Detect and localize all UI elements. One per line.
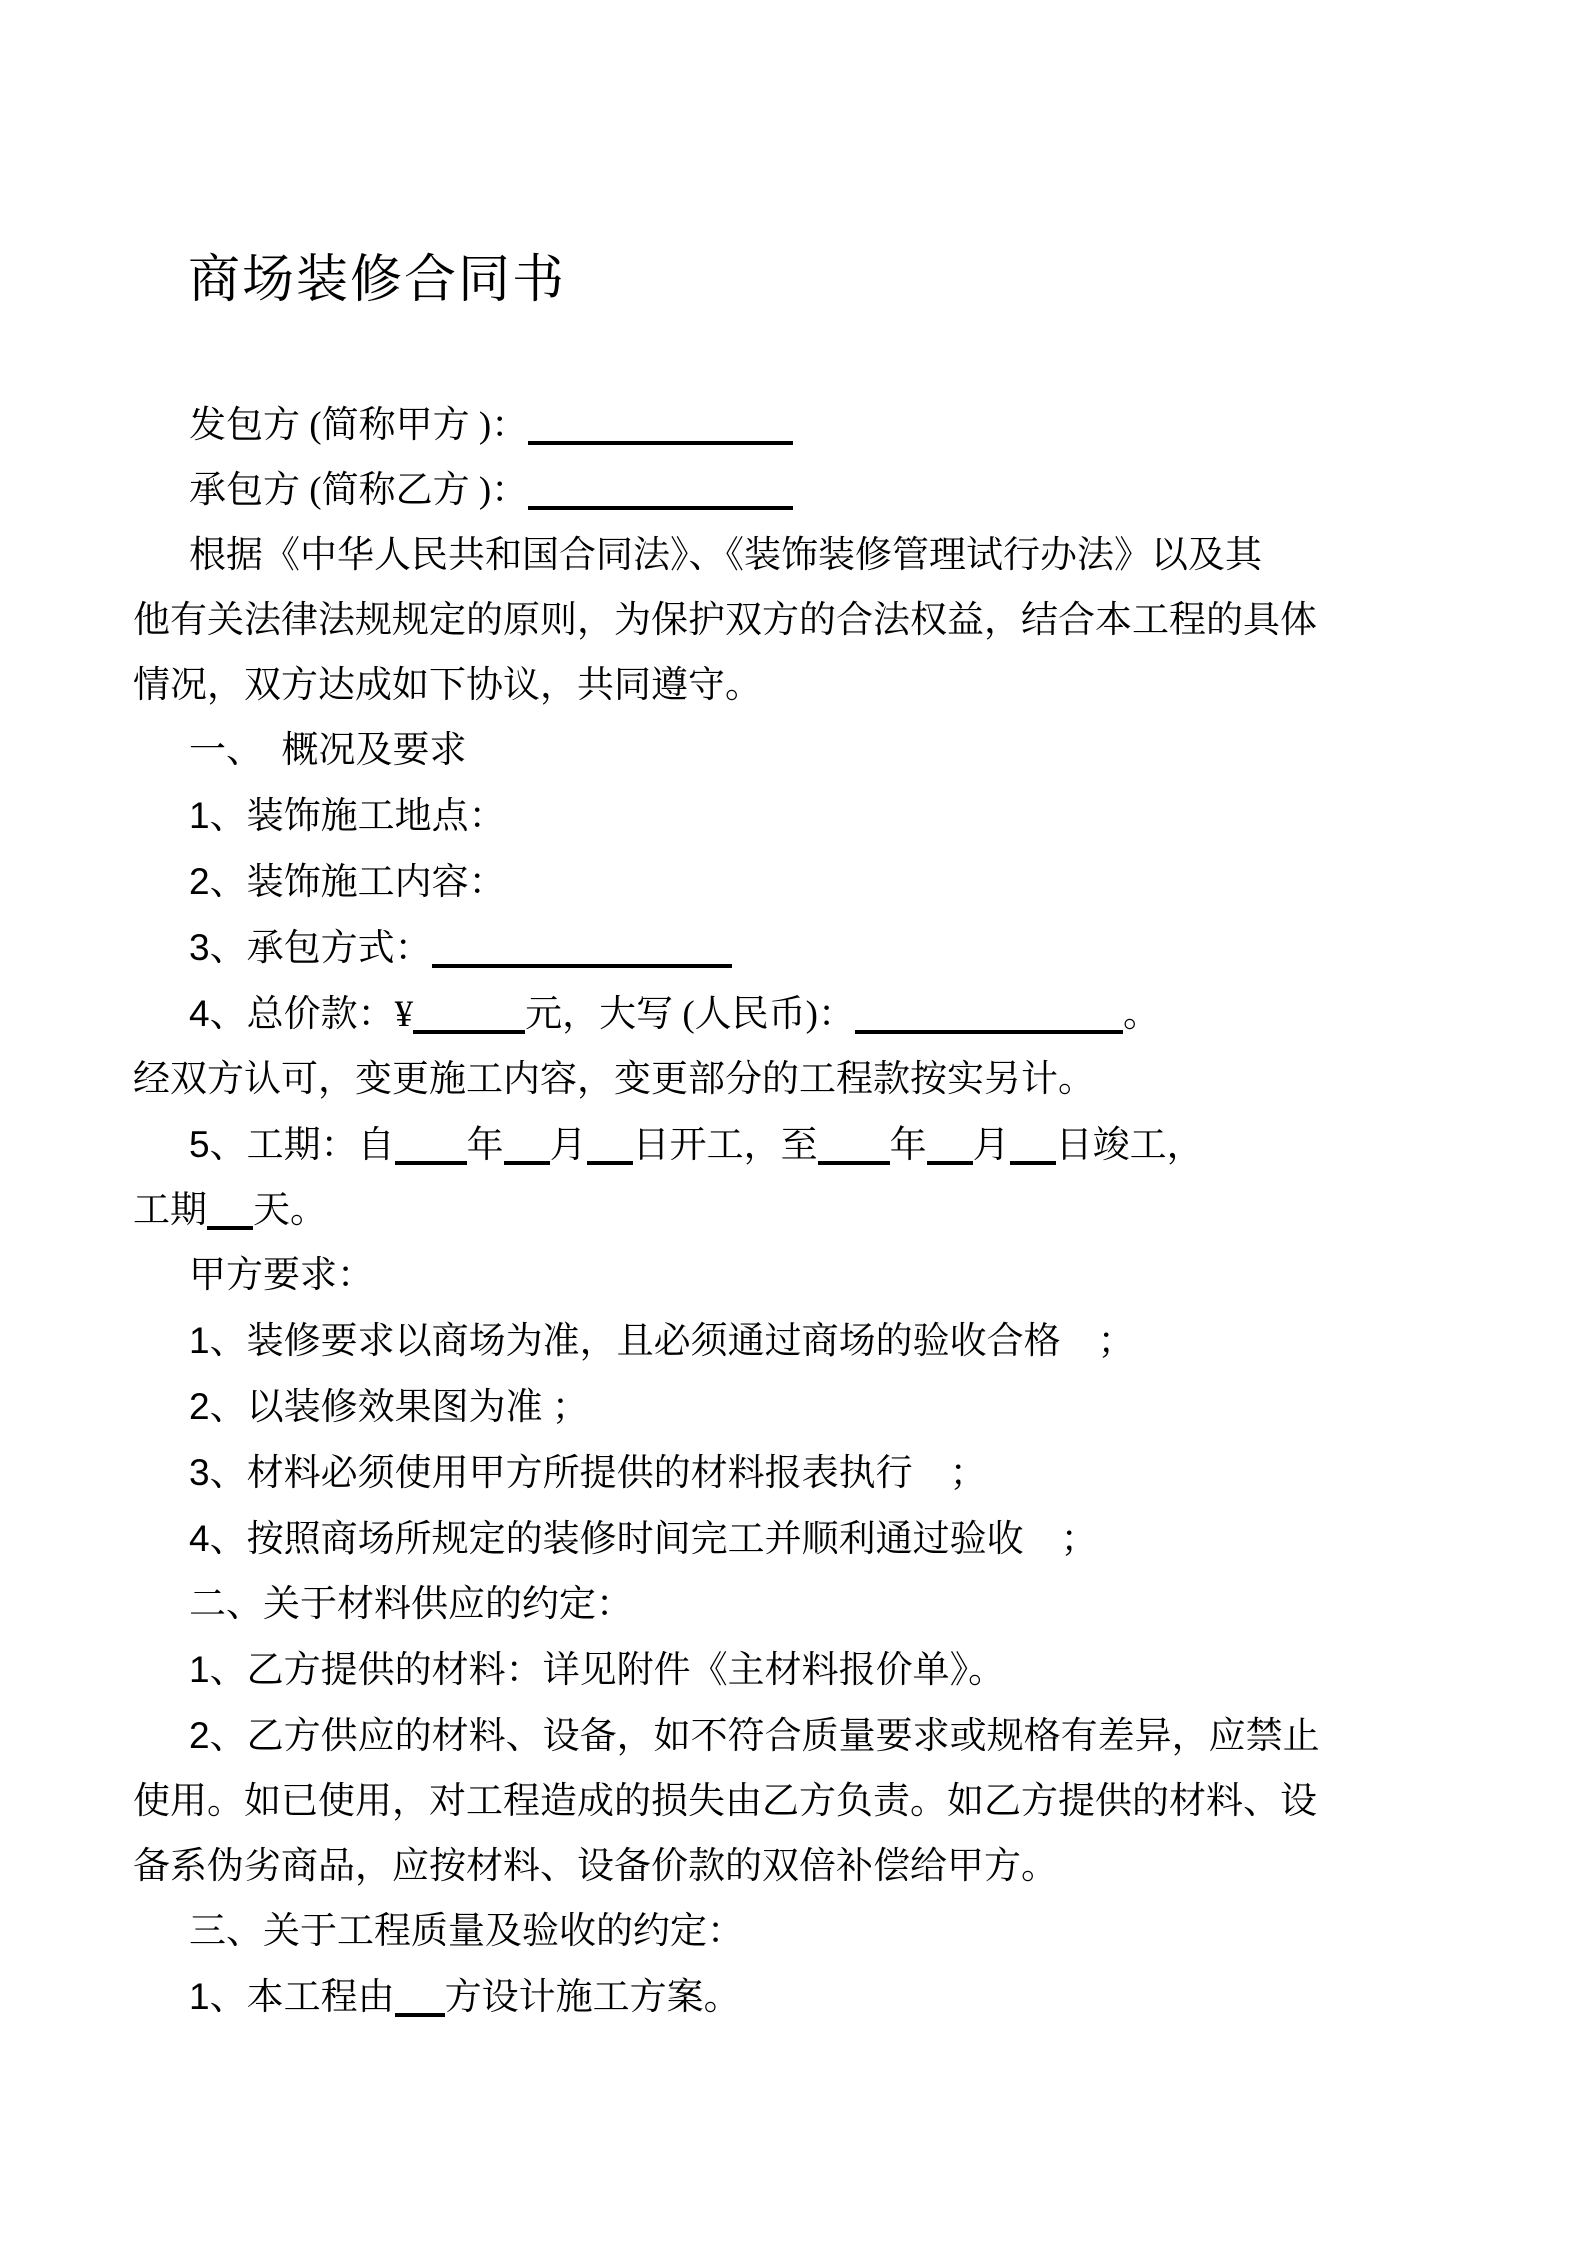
text-segment: 日竣工，	[1055, 1125, 1204, 1166]
list-number: 4	[189, 993, 210, 1034]
s2-item-2	[133, 1703, 1468, 1769]
s1-item-2	[133, 849, 1468, 915]
s1-item-3	[133, 915, 1468, 981]
text-segment: 、按照商场所规定的装修时间完工并顺利通过验收 ；	[209, 1519, 1098, 1560]
list-number: 1	[189, 1320, 210, 1361]
text-segment: 、材料必须使用甲方所提供的材料报表执行 ；	[209, 1453, 987, 1494]
text-segment: 月	[972, 1125, 1010, 1166]
text-segment: 二、关于材料供应的约定：	[189, 1584, 633, 1625]
section-3-heading	[133, 1899, 1468, 1964]
list-number: 5	[189, 1124, 210, 1165]
list-number: 2	[189, 1715, 210, 1756]
fill-in-blank[interactable]	[855, 1030, 1123, 1034]
text-segment: 元，大写 (人民币)：	[525, 994, 855, 1035]
list-number: 2	[189, 861, 210, 902]
s1-item-5	[133, 1112, 1468, 1178]
text-segment: 、工期：自	[209, 1125, 395, 1166]
text-segment: 日开工，至	[632, 1125, 818, 1166]
list-number: 4	[189, 1518, 210, 1559]
text-segment: 使用。如已使用，对工程造成的损失由乙方负责。如乙方提供的材料、设	[133, 1781, 1317, 1822]
list-number: 3	[189, 927, 210, 968]
s2-item-2-cont-2	[133, 1834, 1468, 1899]
fill-in-blank[interactable]	[1010, 1161, 1056, 1165]
text-segment: 、装饰施工地点：	[209, 796, 506, 837]
text-segment: 一、 概况及要求	[189, 730, 467, 771]
req-item-4	[133, 1506, 1468, 1572]
text-segment: 经双方认可，变更施工内容，变更部分的工程款按实另计。	[133, 1059, 1095, 1100]
fill-in-blank[interactable]	[395, 1161, 467, 1165]
list-number: 1	[189, 795, 210, 836]
fill-in-blank[interactable]	[504, 1161, 550, 1165]
s1-item-4	[133, 981, 1468, 1047]
text-segment: 工期	[133, 1190, 207, 1231]
section-1-heading	[133, 718, 1468, 783]
text-segment: 承包方 (简称乙方 )：	[189, 470, 529, 511]
text-segment: 情况，双方达成如下协议，共同遵守。	[133, 665, 762, 706]
preamble-line-1	[133, 523, 1468, 588]
party-a-requirements-heading	[133, 1243, 1468, 1308]
text-segment: 、本工程由	[209, 1977, 395, 2018]
fill-in-blank[interactable]	[818, 1161, 890, 1165]
party-b-line	[133, 458, 1468, 523]
text-segment: 月	[549, 1125, 587, 1166]
list-number: 1	[189, 1649, 210, 1690]
document-body	[133, 393, 1468, 2030]
text-segment: 根据《中华人民共和国合同法》、《装饰装修管理试行办法》以及其	[189, 535, 1262, 576]
section-2-heading	[133, 1572, 1468, 1637]
list-number: 1	[189, 1976, 210, 2017]
list-number: 2	[189, 1386, 210, 1427]
fill-in-blank[interactable]	[528, 441, 793, 445]
s1-item-4-cont	[133, 1047, 1468, 1112]
text-segment: 、承包方式：	[209, 928, 432, 969]
text-segment: 年	[889, 1125, 927, 1166]
list-number: 3	[189, 1452, 210, 1493]
fill-in-blank[interactable]	[413, 1030, 525, 1034]
text-segment: 天。	[253, 1190, 327, 1231]
fill-in-blank[interactable]	[432, 964, 732, 968]
text-segment: 、乙方提供的材料：详见附件《主材料报价单》。	[209, 1650, 1006, 1691]
text-segment: 。	[1122, 994, 1160, 1035]
party-a-line	[133, 393, 1468, 458]
text-segment: 、装修要求以商场为准，且必须通过商场的验收合格 ；	[209, 1321, 1135, 1362]
text-segment: 、乙方供应的材料、设备，如不符合质量要求或规格有差异，应禁止	[209, 1716, 1320, 1757]
fill-in-blank[interactable]	[587, 1161, 633, 1165]
fill-in-blank[interactable]	[927, 1161, 973, 1165]
text-segment: 发包方 (简称甲方 )：	[189, 405, 529, 446]
s1-item-1	[133, 783, 1468, 849]
fill-in-blank[interactable]	[207, 1226, 253, 1230]
s1-item-5-cont	[133, 1178, 1468, 1243]
fill-in-blank[interactable]	[395, 2013, 445, 2017]
text-segment: 、以装修效果图为准 ；	[209, 1387, 589, 1428]
text-segment: 三、关于工程质量及验收的约定：	[189, 1911, 744, 1952]
req-item-1	[133, 1308, 1468, 1374]
text-segment: 方设计施工方案。	[444, 1977, 741, 2018]
preamble-line-3	[133, 653, 1468, 718]
s2-item-2-cont-1	[133, 1769, 1468, 1834]
req-item-2	[133, 1374, 1468, 1440]
text-segment: 备系伪劣商品，应按材料、设备价款的双倍补偿给甲方。	[133, 1846, 1058, 1887]
req-item-3	[133, 1440, 1468, 1506]
s3-item-1	[133, 1964, 1468, 2030]
text-segment: 他有关法律法规规定的原则，为保护双方的合法权益，结合本工程的具体	[133, 600, 1317, 641]
document-content	[133, 245, 1468, 2030]
s2-item-1	[133, 1637, 1468, 1703]
fill-in-blank[interactable]	[528, 506, 793, 510]
text-segment: 、总价款：¥	[209, 994, 414, 1035]
document-title: 商场装修合同书	[188, 252, 567, 309]
text-segment: 甲方要求：	[189, 1255, 374, 1296]
preamble-line-2	[133, 588, 1468, 653]
text-segment: 年	[466, 1125, 504, 1166]
text-segment: 、装饰施工内容：	[209, 862, 506, 903]
